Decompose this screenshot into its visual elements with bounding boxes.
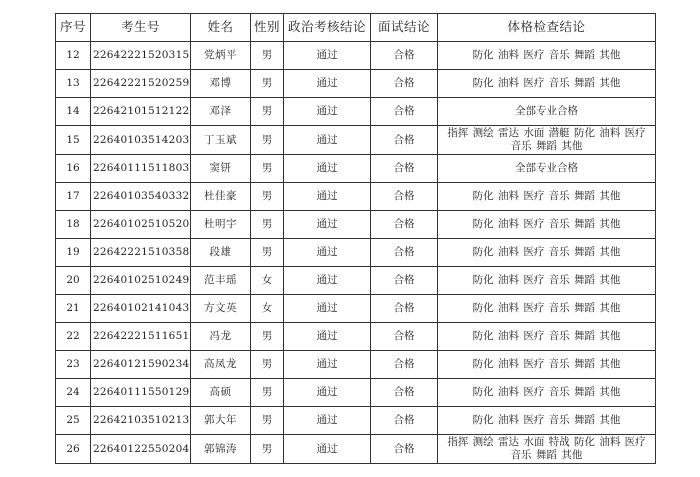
header-physical: 体格检查结论 [438,14,656,42]
cell-seq: 19 [56,239,91,267]
cell-seq: 25 [56,407,91,435]
physical-line: 防化 油料 医疗 音乐 舞蹈 其他 [472,329,621,342]
cell-name: 丁玉斌 [191,126,251,155]
cell-physical [438,155,656,183]
cell-gender: 男 [251,70,284,98]
cell-exam-id: 22642221520315 [91,42,191,70]
cell-seq: 22 [56,323,91,351]
cell-seq: 13 [56,70,91,98]
cell-physical [438,351,656,379]
cell-exam-id: 22640121590234 [91,351,191,379]
cell-name: 杜佳豪 [191,183,251,211]
header-gender: 性别 [251,14,284,42]
cell-name: 高硕 [191,379,251,407]
cell-interview: 合格 [371,379,438,407]
physical-line: 防化 油料 医疗 音乐 舞蹈 其他 [472,48,621,61]
cell-name: 邓泽 [191,98,251,126]
cell-gender: 女 [251,295,284,323]
physical-line: 防化 油料 医疗 音乐 舞蹈 其他 [472,76,621,89]
cell-seq: 17 [56,183,91,211]
cell-political: 通过 [284,155,371,183]
cell-exam-id: 22640102141043 [91,295,191,323]
cell-name: 党炳平 [191,42,251,70]
cell-gender: 男 [251,183,284,211]
cell-seq: 24 [56,379,91,407]
cell-gender: 男 [251,211,284,239]
cell-physical [438,126,656,155]
cell-exam-id: 22640103514203 [91,126,191,155]
cell-political: 通过 [284,323,371,351]
cell-gender: 男 [251,435,284,464]
cell-physical [438,267,656,295]
physical-line: 防化 油料 医疗 音乐 舞蹈 其他 [472,245,621,258]
cell-interview: 合格 [371,98,438,126]
cell-exam-id: 22642221511651 [91,323,191,351]
physical-line: 全部专业合格 [515,104,578,117]
header-seq: 序号 [56,14,91,42]
cell-interview: 合格 [371,407,438,435]
cell-exam-id: 22642221520259 [91,70,191,98]
physical-line: 防化 油料 医疗 音乐 舞蹈 其他 [472,273,621,286]
header-political: 政治考核结论 [284,14,371,42]
header-name: 姓名 [191,14,251,42]
cell-interview: 合格 [371,295,438,323]
cell-political: 通过 [284,70,371,98]
physical-line: 防化 油料 医疗 音乐 舞蹈 其他 [472,217,621,230]
header-interview: 面试结论 [371,14,438,42]
physical-line: 防化 油料 医疗 音乐 舞蹈 其他 [472,357,621,370]
cell-interview: 合格 [371,323,438,351]
cell-gender: 男 [251,351,284,379]
physical-line: 防化 油料 医疗 音乐 舞蹈 其他 [472,385,621,398]
cell-name: 冯龙 [191,323,251,351]
cell-gender: 男 [251,323,284,351]
cell-gender: 男 [251,98,284,126]
table-row [56,70,656,98]
cell-gender: 男 [251,379,284,407]
cell-physical [438,379,656,407]
table-row [56,42,656,70]
cell-political: 通过 [284,98,371,126]
table-row [56,126,656,155]
cell-political: 通过 [284,42,371,70]
cell-seq: 26 [56,435,91,464]
table-body [56,42,656,464]
cell-political: 通过 [284,351,371,379]
cell-exam-id: 22640102510249 [91,267,191,295]
cell-seq: 14 [56,98,91,126]
document-page [55,13,655,464]
table-row [56,435,656,464]
cell-exam-id: 22640122550204 [91,435,191,464]
cell-political: 通过 [284,239,371,267]
table-row [56,323,656,351]
cell-political: 通过 [284,126,371,155]
cell-physical [438,407,656,435]
table-row [56,211,656,239]
physical-line: 防化 油料 医疗 音乐 舞蹈 其他 [472,189,621,202]
cell-name: 窦钘 [191,155,251,183]
cell-interview: 合格 [371,239,438,267]
cell-exam-id: 22640102510520 [91,211,191,239]
table-row [56,183,656,211]
cell-gender: 女 [251,267,284,295]
cell-gender: 男 [251,239,284,267]
table-row [56,351,656,379]
cell-political: 通过 [284,183,371,211]
table-row [56,239,656,267]
cell-exam-id: 22640111511803 [91,155,191,183]
cell-exam-id: 22640111550129 [91,379,191,407]
cell-political: 通过 [284,379,371,407]
cell-political: 通过 [284,267,371,295]
cell-political: 通过 [284,407,371,435]
table-row [56,379,656,407]
cell-name: 方文英 [191,295,251,323]
cell-interview: 合格 [371,42,438,70]
physical-line: 防化 油料 医疗 音乐 舞蹈 其他 [472,413,621,426]
cell-interview: 合格 [371,435,438,464]
cell-physical [438,98,656,126]
cell-seq: 16 [56,155,91,183]
cell-seq: 15 [56,126,91,155]
table-row [56,295,656,323]
cell-physical [438,42,656,70]
cell-gender: 男 [251,42,284,70]
cell-interview: 合格 [371,155,438,183]
cell-seq: 12 [56,42,91,70]
cell-physical [438,239,656,267]
physical-line: 指挥 测绘 雷达 水面 特战 防化 油料 医疗 [447,435,646,448]
cell-name: 高凤龙 [191,351,251,379]
cell-political: 通过 [284,295,371,323]
results-table [55,13,656,464]
cell-gender: 男 [251,407,284,435]
cell-interview: 合格 [371,211,438,239]
cell-interview: 合格 [371,183,438,211]
cell-physical [438,183,656,211]
cell-gender: 男 [251,155,284,183]
cell-name: 范丰瑶 [191,267,251,295]
cell-seq: 18 [56,211,91,239]
table-row [56,98,656,126]
cell-seq: 23 [56,351,91,379]
physical-line: 全部专业合格 [515,161,578,174]
physical-line: 防化 油料 医疗 音乐 舞蹈 其他 [472,301,621,314]
cell-interview: 合格 [371,126,438,155]
table-row [56,267,656,295]
cell-political: 通过 [284,435,371,464]
cell-interview: 合格 [371,70,438,98]
cell-physical [438,70,656,98]
cell-physical [438,211,656,239]
cell-physical [438,323,656,351]
header-exam-id: 考生号 [91,14,191,42]
cell-exam-id: 22642103510213 [91,407,191,435]
cell-name: 邓博 [191,70,251,98]
cell-gender: 男 [251,126,284,155]
cell-name: 段雄 [191,239,251,267]
cell-exam-id: 22642101512122 [91,98,191,126]
physical-line: 音乐 舞蹈 其他 [510,140,583,152]
cell-interview: 合格 [371,267,438,295]
table-row [56,407,656,435]
cell-exam-id: 22642221510358 [91,239,191,267]
cell-physical [438,295,656,323]
cell-exam-id: 22640103540332 [91,183,191,211]
cell-seq: 21 [56,295,91,323]
physical-line: 指挥 测绘 雷达 水面 潜艇 防化 油料 医疗 [447,126,646,139]
cell-name: 郭锦涛 [191,435,251,464]
cell-political: 通过 [284,211,371,239]
cell-name: 郭大年 [191,407,251,435]
cell-physical [438,435,656,464]
table-header-row [56,14,656,42]
table-row [56,155,656,183]
cell-name: 杜明宇 [191,211,251,239]
cell-seq: 20 [56,267,91,295]
cell-interview: 合格 [371,351,438,379]
physical-line: 音乐 舞蹈 其他 [510,449,583,461]
